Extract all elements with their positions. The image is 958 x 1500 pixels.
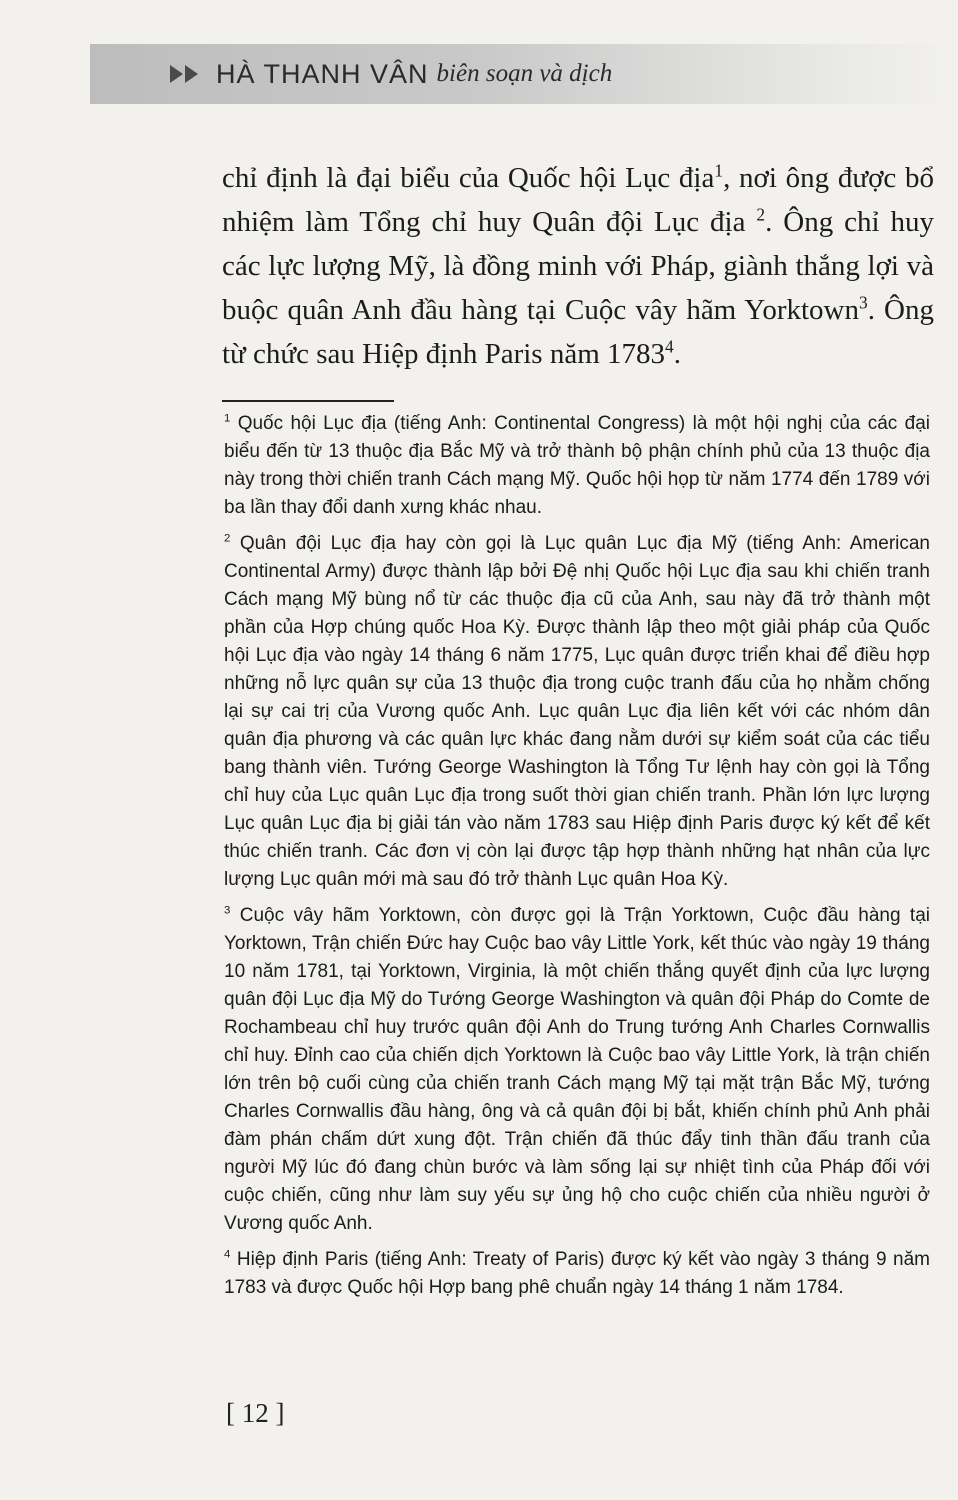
footnote-number: 1	[224, 412, 231, 425]
main-text-segment: . Ông từ chức sau Hiệp định Paris năm 1783	[222, 294, 934, 370]
footnote-text: Cuộc vây hãm Yorktown, còn được gọi là Trận Yorktown, Cuộc đầu hàng tại Yorktown, Trận chiến Đức hay Cuộc bao vây Little York, kết thúc vào ngày 19 tháng 10 năm 1781, tại Yorktown, Virginia, là một chiến thắng quyết định của lực lượng quân đội Lục địa Mỹ do Tướng George Washington và quân đội Pháp do Comte de Rochambeau chỉ huy trước quân đội Anh do Trung tướng Anh Charles Cornwallis chỉ huy. Đỉnh cao của chiến dịch Yorktown là Cuộc bao vây Little York, là trận chiến lớn trên bộ cuối cùng của chiến tranh Cách mạng Mỹ tại mặt trận Bắc Mỹ, tướng Charles Cornwallis đầu hàng, ông và cả quân đội bị bắt, khiến chính phủ Anh phải đàm phán chấm dứt xung đột. Trận chiến đã thúc đẩy tinh thần đấu tranh của người Mỹ lúc đó đang chùn bước và làm sống lại sự nhiệt tình của Pháp đối với cuộc chiến, cũng như làm suy yếu sự ủng hộ cho cuộc chiến của nhiều người ở Vương quốc Anh.	[224, 905, 930, 1234]
footnote-ref: 1	[714, 160, 724, 181]
footnotes	[224, 410, 930, 1310]
footnote-text: Quốc hội Lục địa (tiếng Anh: Continental Congress) là một hội nghị của các đại biểu đến từ 13 thuộc địa Bắc Mỹ và trở thành bộ phận chính phủ của 13 thuộc địa này trong thời chiến tranh Cách mạng Mỹ. Quốc hội họp từ năm 1774 đến 1789 với ba lần thay đổi danh xưng khác nhau.	[224, 413, 930, 518]
footnote	[224, 410, 930, 522]
footnote-ref: 2	[756, 204, 766, 225]
footnote	[224, 530, 930, 894]
main-text-segment: .	[673, 338, 681, 370]
author-role: biên soạn và dịch	[436, 60, 613, 87]
footnote	[224, 1246, 930, 1302]
footnote-text: Hiệp định Paris (tiếng Anh: Treaty of Paris) được ký kết vào ngày 3 tháng 9 năm 1783 và được Quốc hội Hợp bang phê chuẩn ngày 14 tháng 1 năm 1784.	[224, 1249, 930, 1298]
footnote-number: 2	[224, 532, 231, 545]
running-header	[170, 52, 612, 96]
footnote-ref: 4	[665, 336, 674, 357]
main-paragraph	[222, 156, 934, 376]
footnote-number: 4	[224, 1248, 231, 1261]
main-text-segment: chỉ định là đại biểu của Quốc hội Lục địa	[222, 162, 715, 194]
footnote-number: 3	[224, 904, 231, 917]
main-text-segment: , nơi ông được bổ nhiệm làm Tổng chỉ huy Quân đội Lục địa	[222, 162, 934, 238]
footnote-ref: 3	[858, 292, 868, 313]
main-text-segment: . Ông chỉ huy các lực lượng Mỹ, là đồng minh với Pháp, giành thắng lợi và buộc quân Anh đầu hàng tại Cuộc vây hãm Yorktown	[222, 206, 934, 326]
page-number: [ 12 ]	[226, 1398, 285, 1428]
footnote-text: Quân đội Lục địa hay còn gọi là Lục quân Lục địa Mỹ (tiếng Anh: American Continental Army) được thành lập bởi Đệ nhị Quốc hội Lục địa sau khi chiến tranh Cách mạng Mỹ bùng nổ từ các thuộc địa cũ của Anh, sau này đã trở thành một phần của Hợp chúng quốc Hoa Kỳ. Được thành lập theo một giải pháp của Quốc hội Lục địa vào ngày 14 tháng 6 năm 1775, Lục quân được triển khai để điều hợp những nỗ lực quân sự của 13 thuộc địa trong cuộc tranh đấu của họ nhằm chống lại sự cai trị của Vương quốc Anh. Lục quân Lục địa liên kết với các nhóm dân quân địa phương và các quân lực khác đang nằm dưới sự kiểm soát của các tiểu bang thành viên. Tướng George Washington là Tổng Tư lệnh hay còn gọi là Tổng chỉ huy của Lục quân Lục địa trong suốt thời gian chiến tranh. Phần lớn lực lượng Lục quân Lục địa bị giải tán vào năm 1783 sau Hiệp định Paris được ký kết để kết thúc chiến tranh. Các đơn vị còn lại được tập hợp thành những hạt nhân của lực lượng Lục quân mới mà sau đó trở thành Lục quân Hoa Kỳ.	[224, 533, 930, 890]
author-name: HÀ THANH VÂN	[216, 58, 429, 89]
footnote	[224, 902, 930, 1238]
footnote-separator	[222, 400, 394, 402]
double-arrow-icon	[170, 65, 198, 83]
